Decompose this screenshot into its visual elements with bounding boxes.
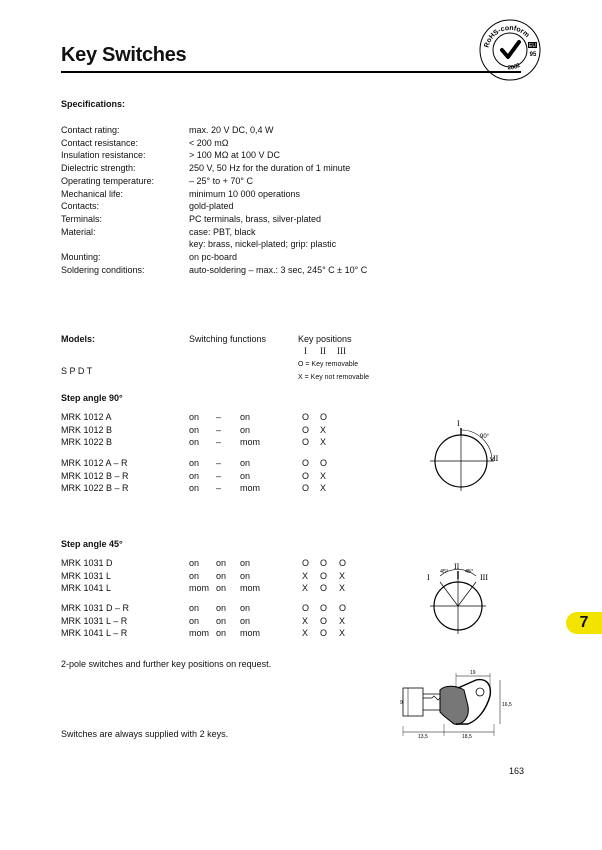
spec-value: gold-plated [189,201,234,212]
dim-left: 9 [400,700,403,706]
spec-label: Insulation resistance: [61,150,146,161]
function-1: on [189,412,200,422]
model-name: MRK 1031 D – R [61,603,130,613]
model-name: MRK 1031 L [61,570,112,581]
model-name: MRK 1012 A – R [61,458,128,468]
function-2: – [216,424,222,435]
spec-value: on pc-board [189,252,238,262]
position-3: O [339,558,347,568]
specifications-heading: Specifications: [61,99,126,109]
position-1: X [302,583,309,593]
position-2: O [320,458,328,468]
rohs-ring-text: RoHS-conform [483,24,531,49]
legend-not-removable: X = Key not removable [298,374,370,381]
function-3: mom [240,628,260,638]
function-2: – [216,458,222,468]
function-1: mom [189,583,209,593]
step-45-heading: Step angle 45° [61,539,123,549]
spec-label: Contacts: [61,201,100,212]
function-1: on [189,558,200,568]
rohs-badge-logo [478,18,542,82]
model-name: MRK 1041 L [61,583,112,593]
spec-label: Material: [61,226,96,237]
spec-value: max. 20 V DC, 0,4 W [189,125,274,135]
model-name: MRK 1031 L – R [61,615,128,626]
position-2: X [320,424,327,435]
position-2: X [320,437,327,447]
model-name: MRK 1012 B – R [61,470,129,481]
function-3: on [240,558,251,568]
step-90-diagram [424,418,518,496]
function-1: on [189,458,200,468]
spec-value: case: PBT, black [189,226,256,237]
function-2: – [216,437,222,447]
position-2: O [320,603,328,613]
function-3: on [240,424,251,435]
function-2: – [216,412,222,422]
key-positions-heading: Key positions [298,334,352,344]
diagram-45-label-ii: II [454,562,460,571]
spec-label: Operating temperature: [61,175,155,186]
position-3: X [339,615,346,626]
title-rule [61,71,521,73]
position-2: O [320,615,328,626]
function-3: on [240,412,251,422]
dim-width-top: 19 [470,670,476,676]
position-2: X [320,483,327,493]
spec-label: Contact rating: [61,125,120,135]
position-1: O [302,558,310,568]
diagram-45-label-i: I [427,573,430,582]
function-2: – [216,470,222,481]
function-2: on [216,615,227,626]
legend-removable: O = Key removable [298,361,359,368]
step-45-diagram [424,560,496,638]
position-2: O [320,412,328,422]
position-3: O [339,603,347,613]
model-name: MRK 1012 B [61,424,113,435]
position-label-ii: II [320,346,326,356]
function-2: on [216,570,227,581]
function-1: on [189,603,200,613]
function-2: – [216,483,222,493]
rohs-eu-text: EU [529,43,536,49]
spec-value: 250 V, 50 Hz for the duration of 1 minute [189,163,351,174]
position-3: X [339,570,346,581]
function-3: on [240,570,251,581]
function-1: on [189,470,200,481]
function-2: on [216,583,227,593]
page-number: 163 [509,766,525,776]
diagram-45-angle-left: 45° [440,569,449,575]
page-title: Key Switches [61,44,187,66]
function-3: on [240,603,251,613]
position-1: O [302,483,310,493]
rohs-code-text: 95 [529,52,537,58]
function-1: on [189,615,200,626]
position-2: X [320,470,327,481]
function-1: on [189,570,200,581]
model-name: MRK 1022 B – R [61,483,129,493]
spec-value: auto-soldering – max.: 3 sec, 245° C ± 10° C [189,264,368,275]
position-label-i: I [304,346,307,356]
position-1: X [302,615,309,626]
diagram-45-angle-right: 45° [465,569,474,575]
model-name: MRK 1012 A [61,412,112,422]
position-1: O [302,470,310,481]
model-name: MRK 1022 B [61,437,113,447]
dim-bottom-right: 18,5 [462,734,472,740]
position-1: O [302,424,310,435]
position-2: O [320,558,328,568]
diagram-90-label-ii: II [493,454,499,463]
position-2: O [320,628,328,638]
check-icon [502,42,519,57]
function-2: on [216,603,227,613]
position-label-iii: III [337,346,346,356]
spec-value: – 25° to + 70° C [189,175,253,186]
function-1: on [189,424,200,435]
position-2: O [320,583,328,593]
spec-value: key: brass, nickel-plated; grip: plastic [189,239,337,250]
note-poles: 2-pole switches and further key positions on request. [61,659,272,669]
position-1: O [302,458,310,468]
dim-height: 16,5 [502,702,512,708]
model-name: MRK 1031 D [61,558,113,568]
function-1: mom [189,628,209,638]
function-3: mom [240,437,260,447]
spec-label: Dielectric strength: [61,163,136,174]
step-90-heading: Step angle 90° [61,393,123,403]
spec-label: Mounting: [61,252,101,262]
diagram-90-label-i: I [457,419,460,428]
position-1: X [302,628,309,638]
spec-label: Terminals: [61,213,103,224]
function-1: on [189,483,200,493]
position-1: O [302,437,310,447]
key-dimension-drawing [398,666,510,742]
models-heading: Models: [61,334,96,344]
function-3: on [240,615,251,626]
switching-functions-heading: Switching functions [189,334,267,344]
function-2: on [216,558,227,568]
function-2: on [216,628,227,638]
spec-value: minimum 10 000 operations [189,188,301,199]
rohs-year: 2002 [507,62,522,72]
position-1: O [302,412,310,422]
dim-bottom-left: 13,5 [418,734,428,740]
spec-label: Mechanical life: [61,188,124,199]
position-3: X [339,628,346,638]
note-keys: Switches are always supplied with 2 keys. [61,729,229,739]
function-3: mom [240,483,260,493]
diagram-90-angle: 90° [480,434,490,440]
chapter-tab: 7 [566,612,602,634]
function-3: mom [240,583,260,593]
spec-label: Contact resistance: [61,137,139,148]
spec-value: PC terminals, brass, silver-plated [189,213,322,224]
spec-value: < 200 mΩ [189,137,229,148]
switch-type: S P D T [61,366,93,376]
diagram-45-label-iii: III [480,573,488,582]
svg-text:RoHS-conform [483,25,530,49]
spec-value: > 100 MΩ at 100 V DC [189,150,281,161]
function-3: on [240,470,251,481]
function-3: on [240,458,251,468]
spec-label: Soldering conditions: [61,264,145,275]
position-2: O [320,570,328,581]
position-3: X [339,583,346,593]
model-name: MRK 1041 L – R [61,628,128,638]
function-1: on [189,437,200,447]
position-1: X [302,570,309,581]
position-1: O [302,603,310,613]
